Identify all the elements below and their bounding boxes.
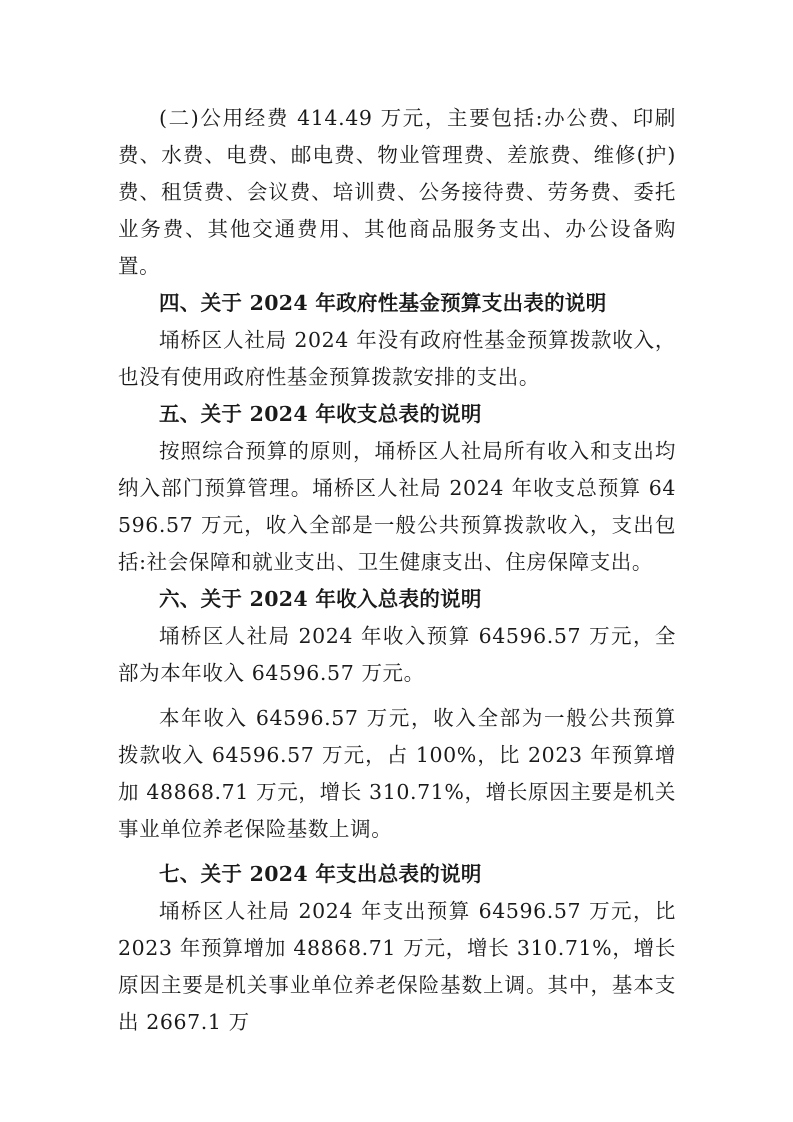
heading-section-7: 七、关于 2024 年支出总表的说明 — [159, 862, 482, 886]
paragraph-current-year-income: 本年收入 64596.57 万元，收入全部为一般公共预算拨款收入 64596.57 万元，占 100%，比 2023 年预算增加 48868.71 万元，增长 310.71%，增长原因主要是机关事业单位养老保险基数上调。 — [118, 706, 676, 841]
paragraph-income-total: 埇桥区人社局 2024 年收入预算 64596.57 万元，全部为本年收入 64596.57 万元。 — [118, 624, 676, 685]
document-page — [118, 100, 676, 1041]
heading-section-6: 六、关于 2024 年收入总表的说明 — [159, 587, 482, 611]
paragraph-public-expenses: (二)公用经费 414.49 万元，主要包括:办公费、印刷费、水费、电费、邮电费、物业管理费、差旅费、维修(护)费、租赁费、会议费、培训费、公务接待费、劳务费、委托业务费、其他交通费用、其他商品服务支出、办公设备购置。 — [118, 106, 676, 278]
paragraph-income-expense-total: 按照综合预算的原则，埇桥区人社局所有收入和支出均纳入部门预算管理。埇桥区人社局 2024 年收支总预算 64596.57 万元，收入全部是一般公共预算拨款收入，支出包括:社会保障和就业支出、卫生健康支出、住房保障支出。 — [118, 439, 676, 574]
heading-section-5: 五、关于 2024 年收支总表的说明 — [159, 402, 482, 426]
paragraph-expense-total: 埇桥区人社局 2024 年支出预算 64596.57 万元，比 2023 年预算增加 48868.71 万元，增长 310.71%，增长原因主要是机关事业单位养老保险基数上调。其中，基本支出 2667.1 万 — [118, 899, 676, 1034]
heading-section-4: 四、关于 2024 年政府性基金预算支出表的说明 — [159, 291, 607, 315]
paragraph-government-fund: 埇桥区人社局 2024 年没有政府性基金预算拨款收入，也没有使用政府性基金预算拨款安排的支出。 — [118, 328, 676, 389]
